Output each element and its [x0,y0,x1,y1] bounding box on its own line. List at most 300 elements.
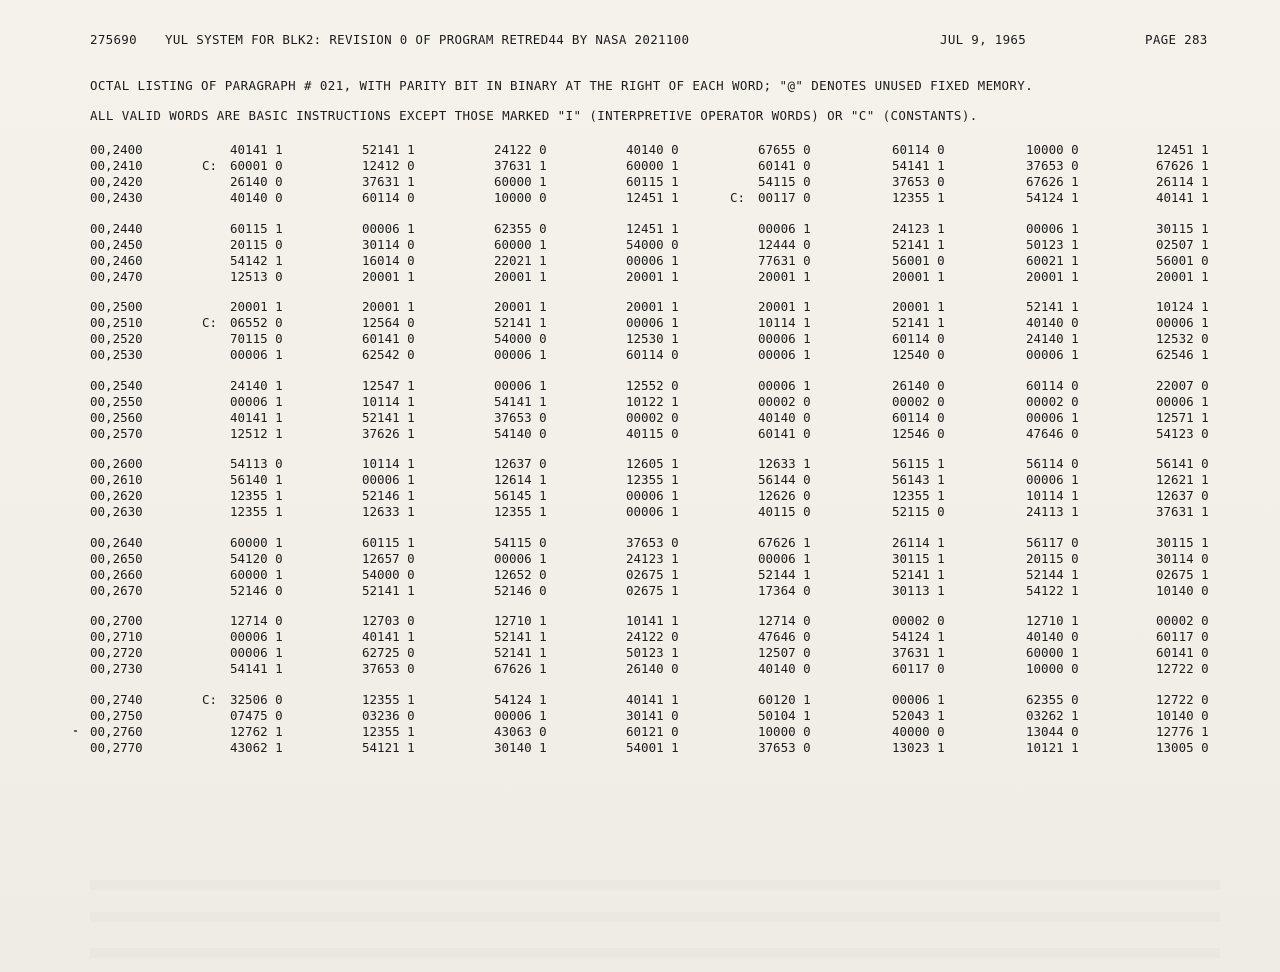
octal-word: 00006 1 [230,393,283,409]
octal-word: 00006 1 [626,252,679,268]
octal-word: 30140 1 [494,739,547,755]
octal-word: 12513 0 [230,268,283,284]
row-address: 00,2710 [90,629,143,644]
row-address: 00,2700 [90,613,143,628]
octal-word: 00002 0 [1156,613,1209,628]
page-number: PAGE 283 [1145,32,1208,47]
listing-row [90,253,1230,269]
octal-word: 40140 0 [230,190,283,205]
row-address: 00,2640 [90,534,143,550]
octal-word: 67626 1 [1026,174,1079,189]
octal-word: 30114 0 [1156,550,1209,566]
octal-word: 12710 1 [1026,613,1079,628]
octal-word: 52146 0 [494,582,547,598]
octal-word: 26140 0 [626,661,679,676]
octal-word: 40141 1 [362,629,415,644]
octal-word: 00117 0 [758,190,811,205]
octal-word: 20001 1 [494,299,547,314]
octal-word: 60114 0 [1026,377,1079,393]
octal-word: 30113 1 [892,582,945,598]
listing-row [90,613,1230,629]
octal-word: 12714 0 [758,613,811,628]
octal-word: 13023 1 [892,739,945,755]
octal-word: 13044 0 [1026,723,1079,739]
octal-word: 30115 1 [1156,220,1209,236]
octal-word: 20001 1 [494,268,547,284]
octal-word: 00006 1 [1156,315,1209,330]
octal-word: 00006 1 [1156,393,1209,409]
octal-word: 12614 1 [494,472,547,487]
octal-word: 00006 1 [758,347,811,362]
listing-row [90,378,1230,394]
faint-bleedthrough [90,948,1220,958]
octal-word: 12451 1 [626,190,679,205]
octal-word: 56144 0 [758,472,811,487]
octal-word: 54115 0 [494,534,547,550]
octal-word: 00006 1 [892,691,945,707]
octal-word: 40141 1 [626,691,679,707]
page-header [90,32,1220,50]
octal-word: 60000 1 [1026,645,1079,660]
row-address: 00,2530 [90,347,143,362]
row-address: 00,2740 [90,691,143,707]
listing-row [90,410,1230,426]
octal-word: 12552 0 [626,377,679,393]
octal-word: 02675 1 [626,582,679,598]
octal-word: 32506 0 [230,691,283,707]
octal-word: 37653 0 [758,739,811,755]
octal-word: 60141 0 [758,425,811,441]
octal-word: 26140 0 [892,377,945,393]
row-address: 00,2610 [90,472,143,487]
octal-word: 60114 0 [362,190,415,205]
octal-word: 62355 0 [494,220,547,236]
octal-word: 24123 1 [892,220,945,236]
octal-word: 40141 1 [1156,190,1209,205]
row-address: 00,2560 [90,409,143,425]
octal-word: 10000 0 [1026,661,1079,676]
row-address: 00,2550 [90,393,143,409]
listing-row [90,299,1230,315]
octal-word: 00006 1 [230,629,283,644]
octal-word: 12571 1 [1156,409,1209,425]
octal-word: 00006 1 [1026,409,1079,425]
faint-bleedthrough [90,912,1220,922]
octal-word: 37653 0 [362,661,415,676]
octal-word: 00006 1 [494,347,547,362]
row-address: 00,2620 [90,488,143,503]
octal-word: 67626 1 [758,534,811,550]
octal-word: 54123 0 [1156,425,1209,441]
octal-word: 02675 1 [626,566,679,582]
octal-word: 00006 1 [494,377,547,393]
row-address: 00,2670 [90,582,143,598]
octal-word: 56115 1 [892,456,945,471]
octal-word: 10122 1 [626,393,679,409]
octal-word: 60021 1 [1026,252,1079,268]
octal-word: 52141 1 [494,315,547,330]
octal-word: 54141 1 [230,661,283,676]
octal-word: 56141 0 [1156,456,1209,471]
octal-word: 02507 1 [1156,236,1209,252]
octal-word: 06552 0 [230,315,283,330]
octal-word: 47646 0 [758,629,811,644]
octal-word: 54000 0 [626,236,679,252]
listing-row [90,347,1230,363]
octal-word: 12451 1 [626,220,679,236]
octal-word: 60141 0 [1156,645,1209,660]
row-address: 00,2660 [90,566,143,582]
octal-word: 12355 1 [230,488,283,503]
octal-word: 60115 1 [626,174,679,189]
octal-word: 00006 1 [1026,220,1079,236]
octal-word: 30141 0 [626,707,679,723]
listing-row [90,174,1230,190]
octal-word: 10114 1 [362,456,415,471]
octal-word: 37653 0 [626,534,679,550]
octal-word: 52115 0 [892,504,945,519]
octal-word: 60000 1 [494,236,547,252]
row-address: 00,2650 [90,550,143,566]
octal-word: 52141 1 [362,582,415,598]
row-address: 00,2750 [90,707,143,723]
octal-word: 77631 0 [758,252,811,268]
header-date: JUL 9, 1965 [940,32,1027,47]
octal-word: 20001 1 [230,299,283,314]
octal-word: 40141 1 [230,409,283,425]
octal-word: 20001 1 [626,299,679,314]
octal-word: 12722 0 [1156,691,1209,707]
octal-word: 62725 0 [362,645,415,660]
octal-word: 12412 0 [362,158,415,173]
octal-word: 12652 0 [494,566,547,582]
octal-word: 40115 0 [758,504,811,519]
octal-word: 52141 1 [892,315,945,330]
listing-row [90,331,1230,347]
octal-word: 12626 0 [758,488,811,503]
listing-row [90,740,1230,756]
octal-word: 52144 1 [1026,566,1079,582]
octal-word: 12451 1 [1156,142,1209,157]
octal-word: 02675 1 [1156,566,1209,582]
octal-word: 24113 1 [1026,504,1079,519]
octal-word: 10140 0 [1156,707,1209,723]
octal-word: 00002 0 [892,613,945,628]
octal-word: 54115 0 [758,174,811,189]
octal-word: 00006 1 [362,472,415,487]
header-title: YUL SYSTEM FOR BLK2: REVISION 0 OF PROGRAM RETRED44 BY NASA 2021100 [165,32,690,47]
listing-row [90,456,1230,472]
octal-word: 24122 0 [626,629,679,644]
listing-note-2: ALL VALID WORDS ARE BASIC INSTRUCTIONS EXCEPT THOSE MARKED "I" (INTERPRETIVE OPERATOR WORDS) OR "C" (CONSTANTS). [90,108,978,123]
octal-word: 12605 1 [626,456,679,471]
octal-word: 40141 1 [230,142,283,157]
octal-word: 60000 1 [230,534,283,550]
octal-word: 22007 0 [1156,377,1209,393]
octal-word: 10124 1 [1156,299,1209,314]
listing-row [90,237,1230,253]
octal-word: 52141 1 [1026,299,1079,314]
octal-word: 26114 1 [892,534,945,550]
octal-word: 54141 1 [494,393,547,409]
row-address: 00,2470 [90,268,143,284]
octal-word: 37653 0 [892,174,945,189]
listing-id: 275690 [90,32,137,47]
octal-word: 12722 0 [1156,661,1209,676]
row-address: 00,2600 [90,456,143,471]
octal-word: 12776 1 [1156,723,1209,739]
octal-word: 10114 1 [758,315,811,330]
listing-row [90,315,1230,331]
octal-word: 62355 0 [1026,691,1079,707]
row-address: 00,2460 [90,252,143,268]
octal-word: 56117 0 [1026,534,1079,550]
octal-word: 67655 0 [758,142,811,157]
octal-word: 52141 1 [892,236,945,252]
octal-word: 26140 0 [230,174,283,189]
octal-word: 20001 1 [1026,268,1079,284]
octal-word: 20115 0 [1026,550,1079,566]
octal-word: 60141 0 [758,158,811,173]
octal-word: 00002 0 [1026,393,1079,409]
octal-word: 12546 0 [892,425,945,441]
octal-word: 20001 1 [362,299,415,314]
octal-word: 20001 1 [626,268,679,284]
constant-marker: C: [202,315,218,330]
octal-word: 37631 1 [494,158,547,173]
octal-word: 60114 0 [892,409,945,425]
octal-word: 54124 1 [494,691,547,707]
row-address: 00,2430 [90,190,143,205]
octal-word: 43062 1 [230,739,283,755]
octal-word: 12530 1 [626,331,679,346]
octal-word: 20001 1 [892,268,945,284]
faint-bleedthrough [90,880,1220,890]
octal-word: 40140 0 [758,409,811,425]
octal-word: 00006 1 [626,315,679,330]
listing-row [90,551,1230,567]
octal-word: 54120 0 [230,550,283,566]
octal-word: 54142 1 [230,252,283,268]
octal-word: 56143 1 [892,472,945,487]
listing-row [90,221,1230,237]
octal-word: 10000 0 [758,723,811,739]
octal-word: 47646 0 [1026,425,1079,441]
octal-word: 24140 1 [1026,331,1079,346]
octal-word: 60120 1 [758,691,811,707]
octal-word: 37653 0 [494,409,547,425]
constant-marker: C: [730,190,746,205]
octal-word: 00002 0 [626,409,679,425]
octal-word: 10121 1 [1026,739,1079,755]
octal-word: 60114 0 [892,331,945,346]
row-address: 00,2520 [90,331,143,346]
listing-row [90,661,1230,677]
octal-word: 12355 1 [362,691,415,707]
octal-word: 37653 0 [1026,158,1079,173]
octal-word: 00006 1 [758,550,811,566]
row-address: 00,2570 [90,425,143,441]
octal-word: 60115 1 [362,534,415,550]
listing-row [90,567,1230,583]
octal-word: 12703 0 [362,613,415,628]
octal-word: 54124 1 [892,629,945,644]
octal-word: 12355 1 [892,190,945,205]
octal-word: 60000 1 [230,566,283,582]
octal-word: 54113 0 [230,456,283,471]
octal-word: 00006 1 [758,331,811,346]
octal-word: 40140 0 [1026,629,1079,644]
octal-word: 12512 1 [230,425,283,441]
octal-word: 12637 0 [1156,488,1209,503]
octal-word: 56114 0 [1026,456,1079,471]
octal-word: 60114 0 [626,347,679,362]
octal-word: 12507 0 [758,645,811,660]
octal-word: 52141 1 [494,629,547,644]
listing-row [90,645,1230,661]
octal-word: 60141 0 [362,331,415,346]
octal-word: 12355 1 [362,723,415,739]
row-address: 00,2510 [90,315,143,330]
octal-word: 00006 1 [1026,472,1079,487]
octal-word: 67626 1 [494,661,547,676]
octal-word: 12355 1 [626,472,679,487]
octal-word: 17364 0 [758,582,811,598]
octal-word: 00002 0 [892,393,945,409]
octal-word: 60114 0 [892,142,945,157]
octal-word: 12657 0 [362,550,415,566]
octal-word: 12637 0 [494,456,547,471]
octal-word: 00006 1 [230,347,283,362]
octal-word: 30114 0 [362,236,415,252]
listing-row [90,488,1230,504]
octal-word: 60000 1 [494,174,547,189]
octal-word: 54140 0 [494,425,547,441]
octal-word: 56145 1 [494,488,547,503]
octal-word: 00006 1 [494,550,547,566]
octal-word: 60001 0 [230,158,283,173]
octal-word: 10114 1 [1026,488,1079,503]
octal-word: 07475 0 [230,707,283,723]
row-address: 00,2410 [90,158,143,173]
row-address: 00,2450 [90,236,143,252]
octal-word: 30115 1 [1156,534,1209,550]
octal-word: 20001 1 [1156,268,1209,284]
listing-row [90,472,1230,488]
octal-word: 03262 1 [1026,707,1079,723]
listing-row [90,190,1230,206]
octal-word: 52141 1 [494,645,547,660]
octal-word: 12564 0 [362,315,415,330]
octal-word: 00006 1 [626,504,679,519]
octal-word: 52146 1 [362,488,415,503]
octal-word: 60117 0 [892,661,945,676]
octal-word: 52141 1 [892,566,945,582]
octal-word: 10141 1 [626,613,679,628]
octal-word: 43063 0 [494,723,547,739]
octal-word: 56001 0 [1156,252,1209,268]
octal-word: 00006 1 [758,377,811,393]
octal-word: 12633 1 [758,456,811,471]
octal-word: 13005 0 [1156,739,1209,755]
octal-word: 52141 1 [362,142,415,157]
octal-word: 10114 1 [362,393,415,409]
row-address: 00,2440 [90,220,143,236]
listing-row [90,426,1230,442]
octal-word: 62542 0 [362,347,415,362]
octal-word: 37631 1 [892,645,945,660]
listing-row [90,142,1230,158]
octal-word: 12355 1 [892,488,945,503]
octal-word: 60000 1 [626,158,679,173]
octal-word: 54141 1 [892,158,945,173]
octal-word: 20115 0 [230,236,283,252]
row-address: 00,2630 [90,504,143,519]
octal-word: 00006 1 [758,220,811,236]
octal-word: 20001 1 [758,268,811,284]
octal-word: 40140 0 [758,661,811,676]
octal-word: 40140 0 [626,142,679,157]
listing-row [90,724,1230,740]
octal-word: 24122 0 [494,142,547,157]
octal-word: 12710 1 [494,613,547,628]
octal-word: 00006 1 [626,488,679,503]
octal-word: 00006 1 [362,220,415,236]
octal-word: 10140 0 [1156,582,1209,598]
octal-word: 30115 1 [892,550,945,566]
octal-word: 12621 1 [1156,472,1209,487]
octal-word: 62546 1 [1156,347,1209,362]
octal-word: 54124 1 [1026,190,1079,205]
row-address: 00,2420 [90,174,143,189]
constant-marker: C: [202,158,218,173]
row-address: 00,2540 [90,377,143,393]
listing-row [90,504,1230,520]
octal-word: 03236 0 [362,707,415,723]
octal-word: 37631 1 [1156,504,1209,519]
octal-word: 10000 0 [1026,142,1079,157]
octal-word: 60115 1 [230,220,283,236]
octal-word: 50123 1 [626,645,679,660]
octal-word: 12532 0 [1156,331,1209,346]
octal-word: 12355 1 [494,504,547,519]
listing-row [90,583,1230,599]
octal-word: 24140 1 [230,377,283,393]
octal-word: 12762 1 [230,723,283,739]
octal-word: 00002 0 [758,393,811,409]
listing-row [90,394,1230,410]
row-address: 00,2770 [90,739,143,755]
octal-word: 12547 1 [362,377,415,393]
octal-word: 52144 1 [758,566,811,582]
octal-word: 10000 0 [494,190,547,205]
octal-word: 20001 1 [758,299,811,314]
listing-note-1: OCTAL LISTING OF PARAGRAPH # 021, WITH PARITY BIT IN BINARY AT THE RIGHT OF EACH WORD; "@" DENOTES UNUSED FIXED MEMORY. [90,78,1034,93]
octal-word: 12714 0 [230,613,283,628]
constant-marker: C: [202,691,218,707]
octal-word: 52146 0 [230,582,283,598]
octal-word: 12633 1 [362,504,415,519]
octal-word: 54000 0 [362,566,415,582]
listing-row [90,629,1230,645]
octal-word: 22021 1 [494,252,547,268]
octal-word: 56140 1 [230,472,283,487]
octal-word: 12355 1 [230,504,283,519]
octal-word: 56001 0 [892,252,945,268]
octal-word: 00006 1 [1026,347,1079,362]
row-address: 00,2400 [90,142,143,157]
stray-mark [74,730,77,732]
